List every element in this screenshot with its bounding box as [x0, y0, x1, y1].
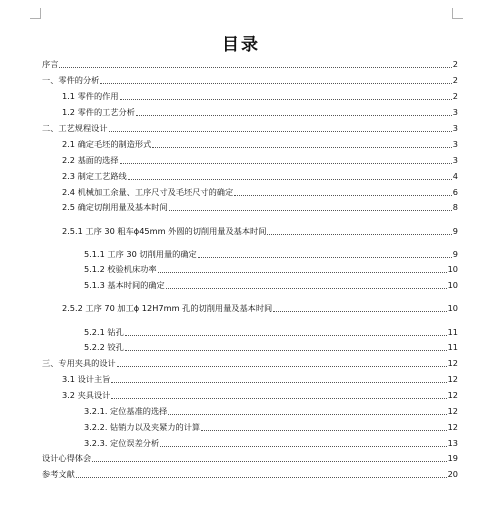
toc-entry-text: 设计心得体会: [42, 453, 92, 463]
toc-entry[interactable]: [0, 404, 482, 418]
toc-entry[interactable]: [0, 200, 482, 214]
toc-page-number: 20: [447, 469, 458, 479]
toc-dot-leader: [234, 195, 452, 196]
toc-dot-leader: [111, 382, 447, 383]
toc-dot-leader: [92, 461, 447, 462]
toc-entry[interactable]: [0, 224, 482, 238]
toc-page-number: 12: [447, 374, 458, 384]
toc-entry-text: 二、工艺规程设计: [42, 123, 108, 133]
toc-entry-text: 2.5.1 工序 30 粗车ϕ45mm 外圆的切削用量及基本时间: [62, 226, 267, 236]
toc-dot-leader: [117, 366, 447, 367]
toc-entry[interactable]: [0, 185, 482, 199]
toc-entry[interactable]: [0, 301, 482, 315]
toc-entry-text: 3.2.1. 定位基准的选择: [84, 406, 168, 416]
toc-entry-text: 序言: [42, 59, 59, 69]
toc-dot-leader: [76, 477, 447, 478]
page-corner-mark-top-right: [452, 8, 463, 19]
toc-entry-text: 2.3 制定工艺路线: [62, 171, 127, 181]
toc-entry-text: 5.1.1 工序 30 切削用量的确定: [84, 249, 197, 259]
toc-dot-leader: [273, 311, 447, 312]
toc-dot-leader: [169, 210, 452, 211]
toc-entry-text: 2.5.2 工序 70 加工ϕ 12H7mm 孔的切削用量及基本时间: [62, 303, 273, 313]
toc-page-number: 3: [452, 155, 458, 165]
toc-page-number: 8: [452, 202, 458, 212]
toc-page-number: 3: [452, 139, 458, 149]
toc-page-number: 12: [447, 422, 458, 432]
toc-entry[interactable]: [0, 325, 482, 339]
toc-dot-leader: [201, 430, 447, 431]
toc-entry-text: 参考文献: [42, 469, 75, 479]
toc-entry-text: 3.2 夹具设计: [62, 390, 111, 400]
toc-dot-leader: [152, 147, 452, 148]
toc-page-number: 9: [452, 249, 458, 259]
toc-entry[interactable]: [0, 153, 482, 167]
toc-entry-text: 2.5 确定切削用量及基本时间: [62, 202, 168, 212]
toc-page-number: 3: [452, 123, 458, 133]
toc-entry[interactable]: [0, 89, 482, 103]
toc-page-number: 19: [447, 453, 458, 463]
toc-dot-leader: [100, 83, 452, 84]
toc-entry[interactable]: [0, 57, 482, 71]
toc-page-number: 6: [452, 187, 458, 197]
toc-entry-text: 5.2.2 铰孔: [84, 342, 124, 352]
toc-entry[interactable]: [0, 247, 482, 261]
toc-entry[interactable]: [0, 137, 482, 151]
toc-dot-leader: [120, 163, 452, 164]
toc-entry[interactable]: [0, 340, 482, 354]
toc-page-number: 10: [447, 264, 458, 274]
toc-page-number: 4: [452, 171, 458, 181]
toc-page-number: 12: [447, 390, 458, 400]
toc-page-number: 2: [452, 59, 458, 69]
toc-entry[interactable]: [0, 467, 482, 481]
toc-dot-leader: [111, 398, 447, 399]
toc-page-number: 9: [452, 226, 458, 236]
toc-dot-leader: [128, 179, 452, 180]
toc-entry[interactable]: [0, 436, 482, 450]
toc-page-number: 11: [447, 342, 458, 352]
toc-entry-text: 3.2.3. 定位误差分析: [84, 438, 160, 448]
toc-page-number: 2: [452, 75, 458, 85]
toc-dot-leader: [120, 99, 452, 100]
toc-title: 目录: [222, 35, 260, 55]
toc-entry-text: 5.1.3 基本时间的确定: [84, 280, 165, 290]
toc-entry[interactable]: [0, 73, 482, 87]
toc-dot-leader: [125, 335, 447, 336]
toc-page-number: 12: [447, 406, 458, 416]
toc-entry[interactable]: [0, 105, 482, 119]
toc-entry-text: 3.1 设计主旨: [62, 374, 111, 384]
toc-dot-leader: [168, 414, 447, 415]
toc-page-number: 11: [447, 327, 458, 337]
toc-page-number: 3: [452, 107, 458, 117]
toc-dot-leader: [166, 288, 447, 289]
toc-entry-text: 3.2.2. 钻销力以及夹紧力的计算: [84, 422, 201, 432]
toc-page-number: 12: [447, 358, 458, 368]
toc-entry[interactable]: [0, 420, 482, 434]
toc-page-number: 10: [447, 303, 458, 313]
toc-page-number: 10: [447, 280, 458, 290]
toc-entry-text: 1.1 零件的作用: [62, 91, 119, 101]
toc-dot-leader: [267, 234, 452, 235]
toc-entry[interactable]: [0, 388, 482, 402]
page-corner-mark-top-left: [30, 8, 41, 19]
toc-dot-leader: [109, 131, 452, 132]
toc-entry[interactable]: [0, 278, 482, 292]
toc-dot-leader: [125, 350, 447, 351]
toc-entry-text: 5.2.1 钻孔: [84, 327, 124, 337]
toc-dot-leader: [198, 257, 452, 258]
toc-dot-leader: [59, 67, 452, 68]
toc-entry[interactable]: [0, 121, 482, 135]
toc-entry-text: 1.2 零件的工艺分析: [62, 107, 135, 117]
toc-entry-text: 一、零件的分析: [42, 75, 100, 85]
toc-dot-leader: [160, 446, 447, 447]
toc-dot-leader: [136, 115, 452, 116]
toc-page-number: 2: [452, 91, 458, 101]
toc-entry-text: 2.4 机械加工余量、工序尺寸及毛坯尺寸的确定: [62, 187, 234, 197]
toc-page-number: 13: [447, 438, 458, 448]
toc-entry-text: 2.1 确定毛坯的制造形式: [62, 139, 152, 149]
toc-entry[interactable]: [0, 262, 482, 276]
toc-entry[interactable]: [0, 451, 482, 465]
toc-entry[interactable]: [0, 356, 482, 370]
toc-dot-leader: [158, 272, 447, 273]
toc-entry[interactable]: [0, 372, 482, 386]
toc-entry-text: 5.1.2 校验机床功率: [84, 264, 157, 274]
toc-entry-text: 三、专用夹具的设计: [42, 358, 116, 368]
toc-entry-text: 2.2 基面的选择: [62, 155, 119, 165]
toc-entry[interactable]: [0, 169, 482, 183]
